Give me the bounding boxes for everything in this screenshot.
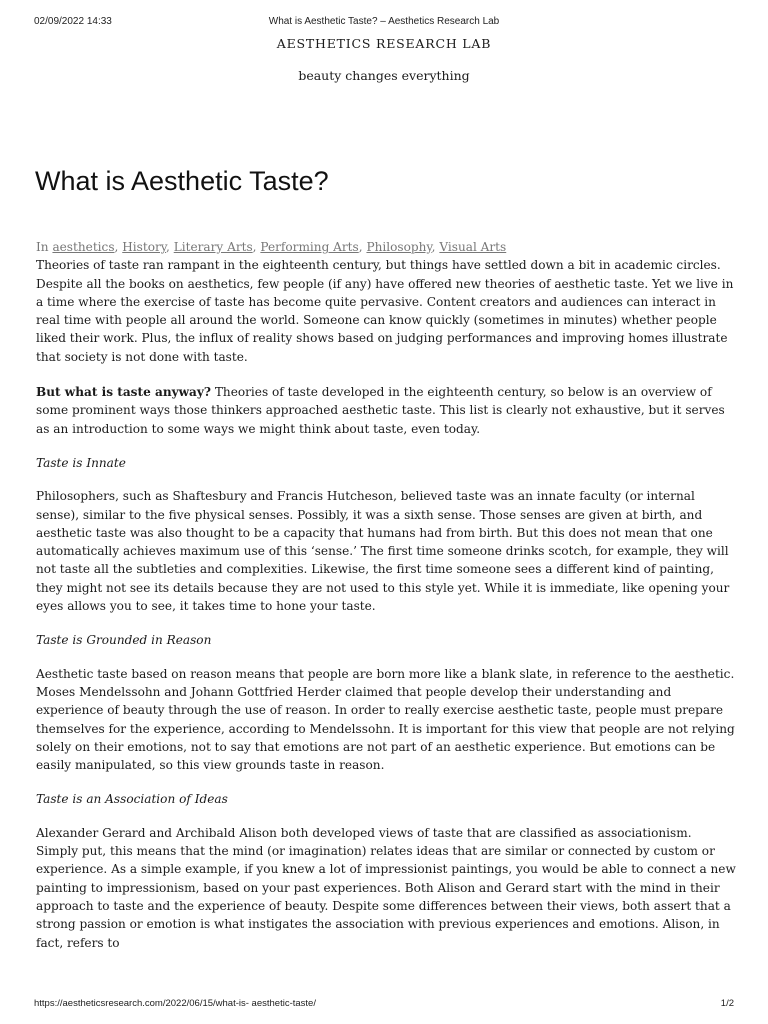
category-link-philosophy[interactable]: Philosophy xyxy=(366,240,432,254)
section-body-reason: Aesthetic taste based on reason means that people are born more like a blank slate, in reference to the aesthetic. Moses Mendelssohn and Johann Gottfried Herder claimed that people develop their understanding and experience of beauty through the use of reason. In order to really exercise aesthetic taste, people must prepare themselves for the experience, according to Mendelssohn. It is important for this view that people are not relying solely on their emotions, not to say that emotions are not part of an aesthetic experience. But emotions can be easily manipulated, so this view grounds taste in reason. xyxy=(36,666,735,773)
category-link-literary-arts[interactable]: Literary Arts xyxy=(173,240,253,254)
article-content xyxy=(36,238,736,968)
intro-paragraph: Theories of taste ran rampant in the eighteenth century, but things have settled down a bit in academic circles. Despite all the books on aesthetics, few people (if any) have offered new theories of aesthetic taste. Yet we live in a time where the exercise of taste has become quite pervasive. Content creators and audiences can interact in real time with people all around the world. Someone can know quickly (sometimes in minutes) whether people liked their work. Plus, the influx of reality shows based on judging performances and improving homes illustrate that society is not done with taste. xyxy=(36,258,734,364)
section-heading-reason: Taste is Grounded in Reason xyxy=(36,633,212,648)
print-url: https://aestheticsresearch.com/2022/06/15/what-is- aesthetic-taste/ xyxy=(34,998,316,1009)
category-list: In aesthetics, History, Literary Arts, Performing Arts, Philosophy, Visual Arts xyxy=(36,240,507,254)
page-title: What is Aesthetic Taste? xyxy=(35,166,329,196)
category-link-performing-arts[interactable]: Performing Arts xyxy=(260,240,359,254)
category-link-history[interactable]: History xyxy=(122,240,167,254)
category-link-visual-arts[interactable]: Visual Arts xyxy=(439,240,507,254)
question-bold-text: But what is taste anyway? xyxy=(36,385,211,400)
section-body-association: Alexander Gerard and Archibald Alison both developed views of taste that are classified as associationism. Simply put, this means that the mind (or imagination) relates ideas that are similar or connected by custom or experience. As a simple example, if you knew a lot of impressionist paintings, you would be able to connect a new painting to impressionism, based on your past experiences. Both Alison and Gerard start with the mind in their approach to taste and the experience of beauty. Despite some differences between their views, both assert that a strong passion or emotion is what instigates the association with previous experiences and emotions. Alison, in fact, refers to xyxy=(36,825,736,950)
print-footer xyxy=(34,998,734,1012)
category-link-aesthetics[interactable]: aesthetics xyxy=(52,240,115,254)
question-paragraph xyxy=(36,383,736,438)
category-prefix: In xyxy=(36,240,49,254)
print-date: 02/09/2022 14:33 xyxy=(34,16,112,27)
section-heading-association: Taste is an Association of Ideas xyxy=(36,792,228,807)
print-page-title: What is Aesthetic Taste? – Aesthetics Research Lab xyxy=(268,16,500,27)
site-title-link[interactable]: AESTHETICS RESEARCH LAB xyxy=(276,36,492,51)
question-body-text: Theories of taste developed in the eighteenth century, so below is an overview of some prominent ways those thinkers approached aesthetic taste. This list is clearly not exhaustive, but it serves as an introduction to some ways we might think about taste, even today. xyxy=(36,385,725,436)
print-header xyxy=(34,16,734,30)
section-body-innate: Philosophers, such as Shaftesbury and Francis Hutcheson, believed taste was an innate faculty (or internal sense), similar to the five physical senses. Possibly, it was a sixth sense. Those senses are given at birth, and aesthetic taste was also thought to be a capacity that humans had from birth. But this does not mean that one automatically achieves maximum use of this ‘sense.’ The first time someone drinks scotch, for example, they will not taste all the subtleties and complexities. Likewise, the first time someone sees a different kind of painting, they might not see its details because they are not used to this style yet. While it is immediate, like opening your eyes allows you to see, it takes time to hone your taste. xyxy=(36,489,730,614)
site-tagline: beauty changes everything xyxy=(298,68,470,83)
section-heading-innate: Taste is Innate xyxy=(36,455,126,470)
print-page-number: 1/2 xyxy=(720,998,734,1009)
